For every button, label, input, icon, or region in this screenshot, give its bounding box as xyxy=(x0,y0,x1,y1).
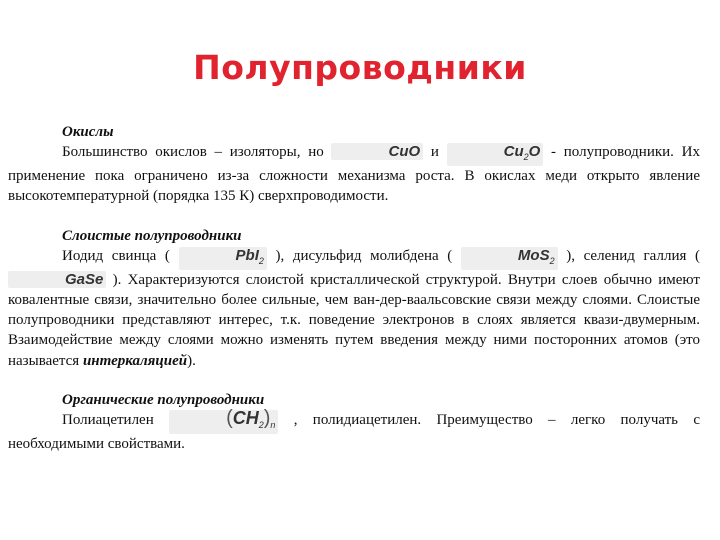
slide-body xyxy=(8,122,700,473)
formula-part: PbI xyxy=(235,246,259,264)
paragraph-text: и xyxy=(423,144,447,161)
formula-subscript: n xyxy=(270,420,276,431)
formula-subscript: 2 xyxy=(523,152,529,163)
formula-subscript: 2 xyxy=(258,420,264,431)
formula-pbi2 xyxy=(179,247,267,270)
section-organic xyxy=(8,390,700,454)
paragraph-text: Иодид свинца ( xyxy=(62,247,179,264)
formula-cuo: CuO xyxy=(331,143,423,160)
formula-subscript: 2 xyxy=(549,255,555,266)
paragraph-text: ), селенид галлия ( xyxy=(557,247,700,264)
section-paragraph xyxy=(8,407,700,454)
section-paragraph xyxy=(8,142,700,206)
formula-paren-close: ) xyxy=(263,407,271,430)
formula-subscript: 2 xyxy=(258,255,264,266)
formula-mos2 xyxy=(461,247,558,270)
formula-paren-open: ( xyxy=(226,407,233,430)
section-heading: Слоистые полупроводники xyxy=(62,227,242,244)
paragraph-text: ), дисульфид молибдена ( xyxy=(266,247,461,264)
section-heading: Окислы xyxy=(62,124,114,140)
paragraph-text: Большинство окислов – изоляторы, но xyxy=(62,144,332,161)
formula-part: Cu xyxy=(503,143,524,161)
emphasis-term: интеркаляцией xyxy=(82,352,188,369)
formula-part: O xyxy=(528,143,541,161)
formula-gase: GaSe xyxy=(8,271,106,288)
section-oxides xyxy=(8,122,700,207)
formula-part: CH xyxy=(232,408,259,429)
formula-ch2n xyxy=(169,407,278,434)
paragraph-text: ). xyxy=(187,352,196,369)
slide-title: Полупроводники xyxy=(193,48,527,87)
section-layered xyxy=(8,226,700,371)
section-paragraph xyxy=(8,246,700,371)
section-heading: Органические полупроводники xyxy=(62,391,265,408)
paragraph-text: , полидиацетилен. Преимущество – легко получать с необходимыми свойствами. xyxy=(8,412,700,453)
paragraph-text: Полиацетилен xyxy=(62,412,170,429)
formula-cu2o xyxy=(447,143,544,166)
paragraph-text: - полупроводники. Их применение пока ограничено из-за сложности механизма роста. В окислах меди открыто явление высокотемпературной (порядка 135 К) сверхпроводимости. xyxy=(8,144,700,205)
formula-part: MoS xyxy=(517,246,550,264)
paragraph-text: ). Характеризуются слоистой кристаллической структурой. Внутри слоев обычно имеют ковалентные связи, значительно более сильные, чем ван-дер-ваальсовские связи между слоями. Слоистые полупроводники представляют интерес, т.к. поведение электронов в слоях является квази-двумерным. Взаимодействие между слоями можно изменять путем введения между ними посторонних атомов (это называется xyxy=(8,271,700,369)
